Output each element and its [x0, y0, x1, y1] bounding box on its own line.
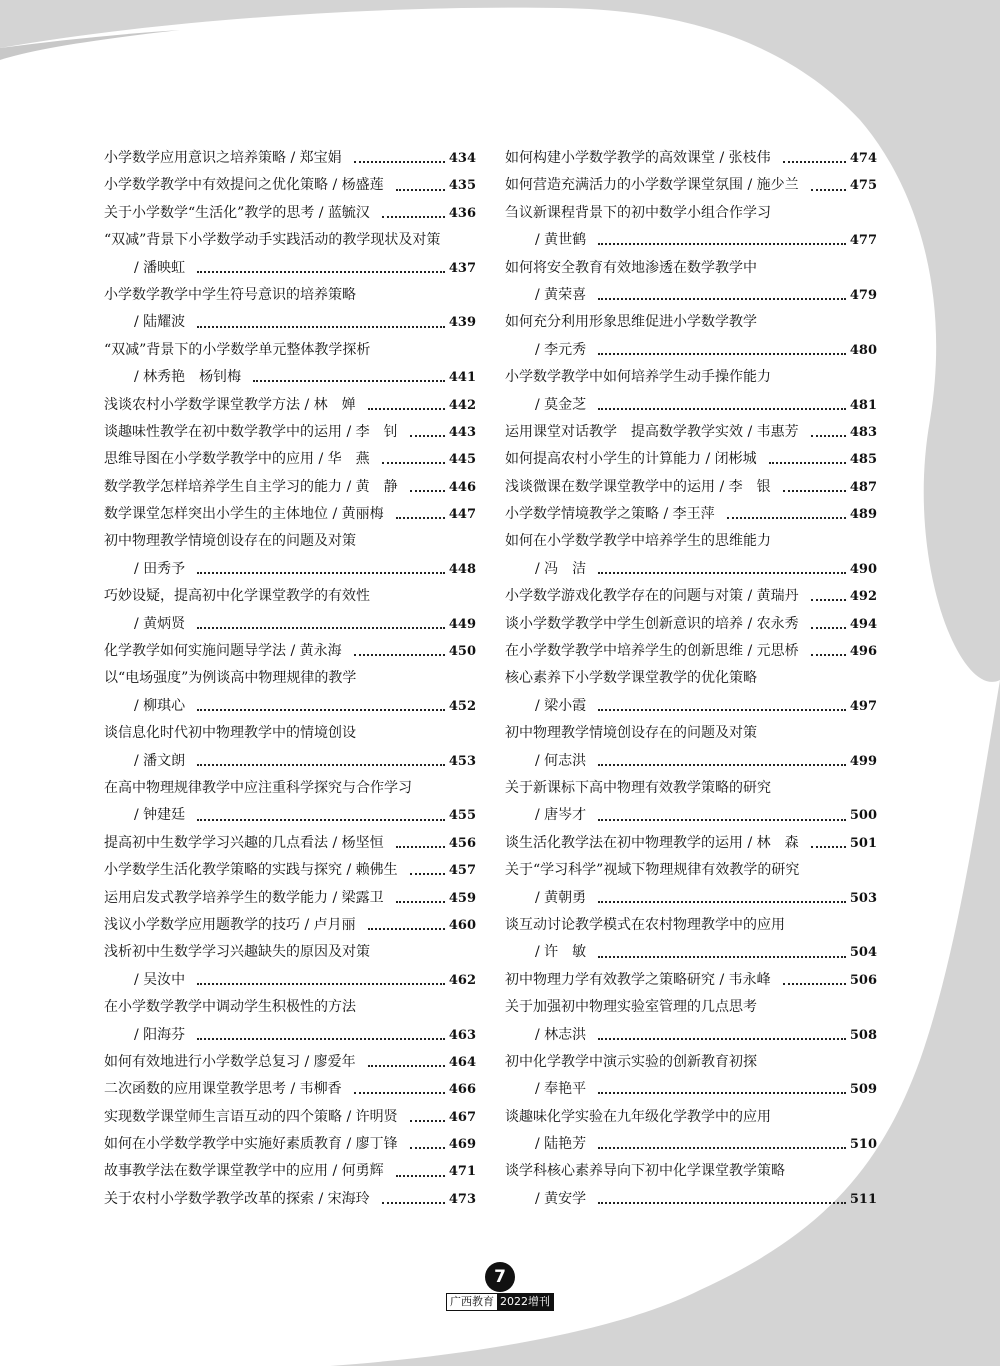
toc-entry-title: / 阳海芬 — [134, 1026, 186, 1043]
toc-entry[interactable] — [104, 1186, 476, 1213]
leader-dots — [811, 434, 846, 437]
toc-entry-title: 谈信息化时代初中物理教学中的情境创设 — [104, 725, 356, 742]
leader-dots — [410, 872, 445, 875]
toc-entry-page: 477 — [849, 233, 877, 249]
toc-entry-page: 481 — [849, 397, 877, 413]
toc-entry[interactable] — [104, 1022, 476, 1049]
toc-entry[interactable] — [505, 282, 877, 309]
leader-dots — [598, 352, 846, 355]
toc-entry-title: 小学数学游戏化教学存在的问题与对策 / 黄瑞丹 — [505, 588, 799, 605]
toc-entry[interactable] — [104, 583, 476, 610]
toc-entry-title: / 梁小霞 — [535, 697, 587, 714]
toc-entry-page: 494 — [849, 616, 877, 632]
toc-entry[interactable] — [505, 830, 877, 857]
toc-entry-title: 实现数学课堂师生言语互动的四个策略 / 许明贤 — [104, 1108, 398, 1125]
toc-entry-page: 466 — [448, 1082, 476, 1098]
leader-dots — [396, 1174, 445, 1177]
toc-entry[interactable] — [505, 556, 877, 583]
leader-dots — [382, 215, 445, 218]
leader-dots — [598, 407, 846, 410]
toc-entry[interactable] — [104, 830, 476, 857]
toc-entry[interactable] — [104, 1158, 476, 1185]
toc-entry-page: 511 — [849, 1191, 877, 1207]
leader-dots — [396, 188, 445, 191]
toc-entry[interactable] — [104, 446, 476, 473]
toc-entry-title: 谈互动讨论教学模式在农村物理教学中的应用 — [505, 916, 785, 933]
toc-entry-page: 496 — [849, 644, 877, 660]
toc-entry-page: 441 — [448, 370, 476, 386]
toc-entry[interactable] — [505, 446, 877, 473]
toc-entry[interactable] — [505, 1131, 877, 1158]
toc-entry-page: 459 — [448, 890, 476, 906]
toc-entry[interactable] — [104, 145, 476, 172]
toc-entry-page: 473 — [448, 1191, 476, 1207]
toc-entry[interactable] — [505, 392, 877, 419]
toc-entry-page: 464 — [448, 1054, 476, 1070]
leader-dots — [396, 845, 445, 848]
toc-entry[interactable] — [104, 638, 476, 665]
toc-entry[interactable] — [505, 638, 877, 665]
leader-dots — [727, 516, 846, 519]
toc-entry[interactable] — [104, 748, 476, 775]
toc-entry[interactable] — [505, 200, 877, 227]
toc-entry-page: 435 — [448, 178, 476, 194]
leader-dots — [197, 818, 445, 821]
toc-entry-page: 447 — [448, 507, 476, 523]
toc-entry-page: 483 — [849, 424, 877, 440]
toc-entry[interactable] — [104, 611, 476, 638]
toc-left-column — [104, 145, 476, 1213]
journal-name: 广西教育 — [447, 1294, 497, 1310]
toc-entry-page: 467 — [448, 1109, 476, 1125]
toc-entry-title: 如何营造充满活力的小学数学课堂氛围 / 施少兰 — [505, 177, 799, 194]
leader-dots — [598, 1146, 846, 1149]
toc-entry[interactable] — [505, 227, 877, 254]
toc-entry-title: “双减”背景下小学数学动手实践活动的教学现状及对策 — [104, 232, 441, 249]
toc-entry-page: 489 — [849, 507, 877, 523]
toc-entry[interactable] — [505, 1076, 877, 1103]
toc-entry-title: / 黄世鹤 — [535, 232, 587, 249]
toc-entry[interactable] — [104, 1049, 476, 1076]
toc-entry-title: / 许 敏 — [535, 944, 587, 961]
leader-dots — [197, 982, 445, 985]
leader-dots — [197, 763, 445, 766]
toc-entry-page: 504 — [849, 945, 877, 961]
toc-entry[interactable] — [104, 775, 476, 802]
toc-entry-page: 480 — [849, 342, 877, 358]
toc-entry[interactable] — [505, 912, 877, 939]
toc-entry-title: 刍议新课程背景下的初中数学小组合作学习 — [505, 204, 771, 221]
toc-entry[interactable] — [505, 145, 877, 172]
toc-entry[interactable] — [505, 474, 877, 501]
toc-entry-title: 浅议小学数学应用题教学的技巧 / 卢月丽 — [104, 916, 356, 933]
toc-entry-page: 436 — [448, 205, 476, 221]
toc-entry-title: 运用启发式教学培养学生的数学能力 / 梁露卫 — [104, 889, 384, 906]
toc-entry-title: 谈生活化教学法在初中物理教学的运用 / 林 森 — [505, 834, 799, 851]
toc-entry[interactable] — [104, 337, 476, 364]
toc-entry-title: 谈小学数学教学中学生创新意识的培养 / 农永秀 — [505, 615, 799, 632]
toc-entry-title: 小学数学情境教学之策略 / 李王萍 — [505, 506, 715, 523]
leader-dots — [783, 982, 846, 985]
toc-entry[interactable] — [104, 556, 476, 583]
toc-entry-title: 如何在小学数学教学中培养学生的思维能力 — [505, 533, 771, 550]
leader-dots — [410, 1119, 445, 1122]
toc-entry-title: 初中物理力学有效教学之策略研究 / 韦永峰 — [505, 971, 771, 988]
toc-entry[interactable] — [104, 255, 476, 282]
toc-entry[interactable] — [505, 419, 877, 446]
journal-issue: 2022增刊 — [497, 1294, 553, 1310]
leader-dots — [197, 1037, 445, 1040]
toc-entry-title: 如何充分利用形象思维促进小学数学教学 — [505, 314, 757, 331]
toc-entry-title: 小学数学教学中学生符号意识的培养策略 — [104, 286, 356, 303]
toc-entry[interactable] — [505, 994, 877, 1021]
toc-entry-title: 关于新课标下高中物理有效教学策略的研究 — [505, 779, 771, 796]
toc-entry-title: 以“电场强度”为例谈高中物理规律的教学 — [104, 670, 357, 687]
toc-entry-page: 456 — [448, 835, 476, 851]
toc-entry[interactable] — [505, 309, 877, 336]
toc-entry-title: 关于农村小学数学教学改革的探索 / 宋海玲 — [104, 1190, 370, 1207]
leader-dots — [368, 1064, 445, 1067]
toc-entry[interactable] — [505, 1049, 877, 1076]
leader-dots — [811, 845, 846, 848]
toc-entry[interactable] — [104, 200, 476, 227]
toc-entry[interactable] — [104, 501, 476, 528]
toc-entry-title: “双减”背景下的小学数学单元整体教学探析 — [104, 341, 371, 358]
toc-entry-title: 提高初中生数学学习兴趣的几点看法 / 杨坚恒 — [104, 834, 384, 851]
toc-entry-title: / 何志洪 — [535, 752, 587, 769]
toc-entry-title: 谈学科核心素养导向下初中化学课堂教学策略 — [505, 1163, 785, 1180]
toc-entry-page: 434 — [448, 151, 476, 166]
toc-entry[interactable] — [505, 528, 877, 555]
leader-dots — [382, 461, 445, 464]
toc-entry[interactable] — [505, 364, 877, 391]
toc-entry[interactable] — [104, 528, 476, 555]
toc-entry-title: 核心素养下小学数学课堂教学的优化策略 — [505, 670, 757, 687]
leader-dots — [769, 461, 846, 464]
toc-entry-title: / 林志洪 — [535, 1026, 587, 1043]
toc-entry-title: / 钟建廷 — [134, 807, 186, 824]
toc-entry-title: / 潘文朗 — [134, 752, 186, 769]
toc-entry-title: 谈趣味性教学在初中数学教学中的运用 / 李 钊 — [104, 423, 398, 440]
toc-entry-page: 453 — [448, 753, 476, 769]
leader-dots — [811, 598, 846, 601]
toc-entry-title: 关于“学习科学”视域下物理规律有效教学的研究 — [505, 862, 800, 879]
toc-entry-title: / 黄安学 — [535, 1190, 587, 1207]
toc-entry-page: 506 — [849, 972, 877, 988]
toc-entry-title: 谈趣味化学实验在九年级化学教学中的应用 — [505, 1108, 771, 1125]
toc-entry-title: 如何在小学数学教学中实施好素质教育 / 廖丁锋 — [104, 1136, 398, 1153]
toc-entry-page: 475 — [849, 178, 877, 194]
toc-entry-title: 如何将安全教育有效地渗透在数学教学中 — [505, 259, 757, 276]
toc-entry[interactable] — [505, 939, 877, 966]
toc-entry-page: 479 — [849, 287, 877, 303]
toc-entry[interactable] — [104, 419, 476, 446]
toc-entry[interactable] — [104, 227, 476, 254]
toc-entry-title: 初中物理教学情境创设存在的问题及对策 — [505, 725, 757, 742]
leader-dots — [598, 571, 846, 574]
toc-right-column — [505, 145, 877, 1213]
leader-dots — [598, 763, 846, 766]
toc-entry-title: / 陆艳芳 — [535, 1136, 587, 1153]
toc-entry[interactable] — [505, 775, 877, 802]
toc-entry-page: 460 — [448, 917, 476, 933]
toc-entry-page: 474 — [849, 151, 877, 166]
toc-entry-title: 小学数学教学中有效提问之优化策略 / 杨盛莲 — [104, 177, 384, 194]
toc-entry-title: / 奉艳平 — [535, 1081, 587, 1098]
leader-dots — [811, 188, 846, 191]
toc-entry-page: 449 — [448, 616, 476, 632]
toc-entry-title: / 黄炳贤 — [134, 615, 186, 632]
leader-dots — [197, 325, 445, 328]
toc-entry[interactable] — [505, 885, 877, 912]
toc-entry-title: / 黄荣喜 — [535, 286, 587, 303]
toc-entry-title: 在小学数学教学中培养学生的创新思维 / 元思桥 — [505, 643, 799, 660]
toc-entry-page: 501 — [849, 835, 877, 851]
toc-entry[interactable] — [505, 665, 877, 692]
toc-entry[interactable] — [104, 364, 476, 391]
toc-entry-page: 439 — [448, 315, 476, 331]
toc-entry[interactable] — [104, 720, 476, 747]
toc-entry-page: 445 — [448, 452, 476, 468]
toc-entry-title: 浅谈农村小学数学课堂教学方法 / 林 婵 — [104, 396, 356, 413]
toc-entry-page: 448 — [448, 561, 476, 577]
leader-dots — [197, 626, 445, 629]
toc-entry-page: 492 — [849, 589, 877, 605]
toc-entry-title: 巧妙设疑，提高初中化学课堂教学的有效性 — [104, 588, 370, 605]
toc-entry[interactable] — [104, 665, 476, 692]
toc-entry-title: 运用课堂对话教学 提高数学教学实效 / 韦惠芳 — [505, 423, 799, 440]
toc-entry-page: 450 — [448, 644, 476, 660]
leader-dots — [410, 434, 445, 437]
toc-entry[interactable] — [505, 967, 877, 994]
toc-entry[interactable] — [104, 885, 476, 912]
toc-entry[interactable] — [104, 474, 476, 501]
toc-entry[interactable] — [505, 857, 877, 884]
toc-entry[interactable] — [505, 802, 877, 829]
leader-dots — [410, 489, 445, 492]
toc-entry-title: / 林秀艳 杨钊梅 — [134, 369, 242, 386]
leader-dots — [598, 708, 846, 711]
toc-entry-title: 如何提高农村小学生的计算能力 / 闭彬城 — [505, 451, 757, 468]
toc-entry-title: 关于加强初中物理实验室管理的几点思考 — [505, 999, 757, 1016]
leader-dots — [598, 955, 846, 958]
journal-badge — [446, 1293, 554, 1311]
toc-entry-page: 455 — [448, 808, 476, 824]
leader-dots — [410, 1146, 445, 1149]
leader-dots — [598, 1201, 846, 1204]
toc-entry-title: 浅谈微课在数学课堂教学中的运用 / 李 银 — [505, 478, 771, 495]
toc-entry[interactable] — [505, 1158, 877, 1185]
toc-entry-title: 小学数学教学中如何培养学生动手操作能力 — [505, 369, 771, 386]
toc-entry-page: 457 — [448, 863, 476, 879]
toc-entry[interactable] — [505, 172, 877, 199]
toc-entry[interactable] — [505, 337, 877, 364]
toc-entry[interactable] — [505, 255, 877, 282]
page-number: 7 — [485, 1262, 515, 1292]
toc-entry[interactable] — [505, 611, 877, 638]
toc-entry-title: / 吴汝中 — [134, 971, 186, 988]
leader-dots — [197, 571, 445, 574]
toc-entry-page: 471 — [448, 1164, 476, 1180]
leader-dots — [382, 1201, 445, 1204]
toc-entry[interactable] — [505, 1104, 877, 1131]
toc-entry[interactable] — [104, 994, 476, 1021]
toc-entry-title: 数学课堂怎样突出小学生的主体地位 / 黄丽梅 — [104, 506, 384, 523]
toc-entry-title: 数学教学怎样培养学生自主学习的能力 / 黄 静 — [104, 478, 398, 495]
toc-entry-title: 小学数学应用意识之培养策略 / 郑宝娟 — [104, 150, 342, 166]
toc-entry[interactable] — [104, 967, 476, 994]
toc-entry-title: 小学数学生活化教学策略的实践与探究 / 赖佛生 — [104, 862, 398, 879]
toc-entry[interactable] — [104, 693, 476, 720]
toc-entry-title: / 冯 洁 — [535, 560, 587, 577]
toc-entry[interactable] — [505, 1186, 877, 1213]
leader-dots — [197, 708, 445, 711]
toc-entry-title: / 黄朝勇 — [535, 889, 587, 906]
toc-entry-page: 499 — [849, 753, 877, 769]
toc-entry-title: 二次函数的应用课堂教学思考 / 韦柳香 — [104, 1081, 342, 1098]
leader-dots — [598, 297, 846, 300]
toc-entry[interactable] — [104, 802, 476, 829]
toc-entry-title: 关于小学数学“生活化”教学的思考 / 蓝毓汉 — [104, 204, 370, 221]
toc-entry-title: 初中化学教学中演示实验的创新教育初探 — [505, 1053, 757, 1070]
leader-dots — [811, 653, 846, 656]
leader-dots — [253, 379, 445, 382]
toc-entry-title: 在小学数学教学中调动学生积极性的方法 — [104, 999, 356, 1016]
toc-entry[interactable] — [505, 748, 877, 775]
toc-entry[interactable] — [505, 693, 877, 720]
leader-dots — [598, 818, 846, 821]
toc-entry-title: 如何有效地进行小学数学总复习 / 廖爱年 — [104, 1053, 356, 1070]
toc-entry[interactable] — [104, 172, 476, 199]
toc-entry-page: 487 — [849, 479, 877, 495]
leader-dots — [811, 626, 846, 629]
toc-entry-page: 443 — [448, 424, 476, 440]
leader-dots — [783, 489, 846, 492]
toc-entry-title: 如何构建小学数学教学的高效课堂 / 张枝伟 — [505, 150, 771, 166]
toc-entry-page: 452 — [448, 698, 476, 714]
toc-entry[interactable] — [104, 912, 476, 939]
toc-entry-page: 503 — [849, 890, 877, 906]
leader-dots — [354, 1091, 445, 1094]
leader-dots — [783, 160, 846, 163]
toc-entry-page: 442 — [448, 397, 476, 413]
toc-entry[interactable] — [505, 720, 877, 747]
toc-entry-title: 浅析初中生数学学习兴趣缺失的原因及对策 — [104, 944, 370, 961]
toc-entry-page: 463 — [448, 1027, 476, 1043]
toc-entry-page: 437 — [448, 260, 476, 276]
toc-entry-title: / 李元秀 — [535, 341, 587, 358]
toc-entry[interactable] — [104, 857, 476, 884]
leader-dots — [368, 927, 445, 930]
leader-dots — [354, 653, 445, 656]
toc-entry-page: 446 — [448, 479, 476, 495]
leader-dots — [598, 242, 846, 245]
toc-entry[interactable] — [505, 501, 877, 528]
toc-entry[interactable] — [505, 583, 877, 610]
toc-entry[interactable] — [104, 392, 476, 419]
toc-entry-page: 508 — [849, 1027, 877, 1043]
leader-dots — [197, 270, 445, 273]
toc-entry[interactable] — [104, 1131, 476, 1158]
toc-entry-title: / 唐岑才 — [535, 807, 587, 824]
toc-entry[interactable] — [104, 282, 476, 309]
toc-entry-page: 509 — [849, 1082, 877, 1098]
toc-entry-page: 490 — [849, 561, 877, 577]
leader-dots — [598, 1091, 846, 1094]
toc-entry-title: 化学教学如何实施问题导学法 / 黄永海 — [104, 643, 342, 660]
toc-entry-page: 462 — [448, 972, 476, 988]
toc-entry[interactable] — [104, 1076, 476, 1103]
leader-dots — [598, 1037, 846, 1040]
toc-entry-title: / 陆耀波 — [134, 314, 186, 331]
toc-entry[interactable] — [104, 939, 476, 966]
toc-entry-title: 在高中物理规律教学中应注重科学探究与合作学习 — [104, 779, 412, 796]
toc-entry-page: 469 — [448, 1137, 476, 1153]
toc-entry-page: 485 — [849, 452, 877, 468]
leader-dots — [396, 900, 445, 903]
leader-dots — [396, 516, 445, 519]
toc-entry-page: 497 — [849, 698, 877, 714]
toc-entry-title: / 田秀予 — [134, 560, 186, 577]
toc-entry-title: / 莫金芝 — [535, 396, 587, 413]
leader-dots — [354, 160, 445, 163]
toc-entry-title: / 潘映虹 — [134, 259, 186, 276]
leader-dots — [598, 900, 846, 903]
toc-entry-title: 初中物理教学情境创设存在的问题及对策 — [104, 533, 356, 550]
toc-entry[interactable] — [104, 1104, 476, 1131]
toc-entry-title: 思维导图在小学数学教学中的应用 / 华 燕 — [104, 451, 370, 468]
toc-entry[interactable] — [505, 1022, 877, 1049]
toc-entry[interactable] — [104, 309, 476, 336]
toc-entry-title: 故事教学法在数学课堂教学中的应用 / 何勇辉 — [104, 1163, 384, 1180]
toc-entry-page: 500 — [849, 808, 877, 824]
leader-dots — [368, 407, 445, 410]
toc-entry-page: 510 — [849, 1137, 877, 1153]
toc-entry-title: / 柳琪心 — [134, 697, 186, 714]
